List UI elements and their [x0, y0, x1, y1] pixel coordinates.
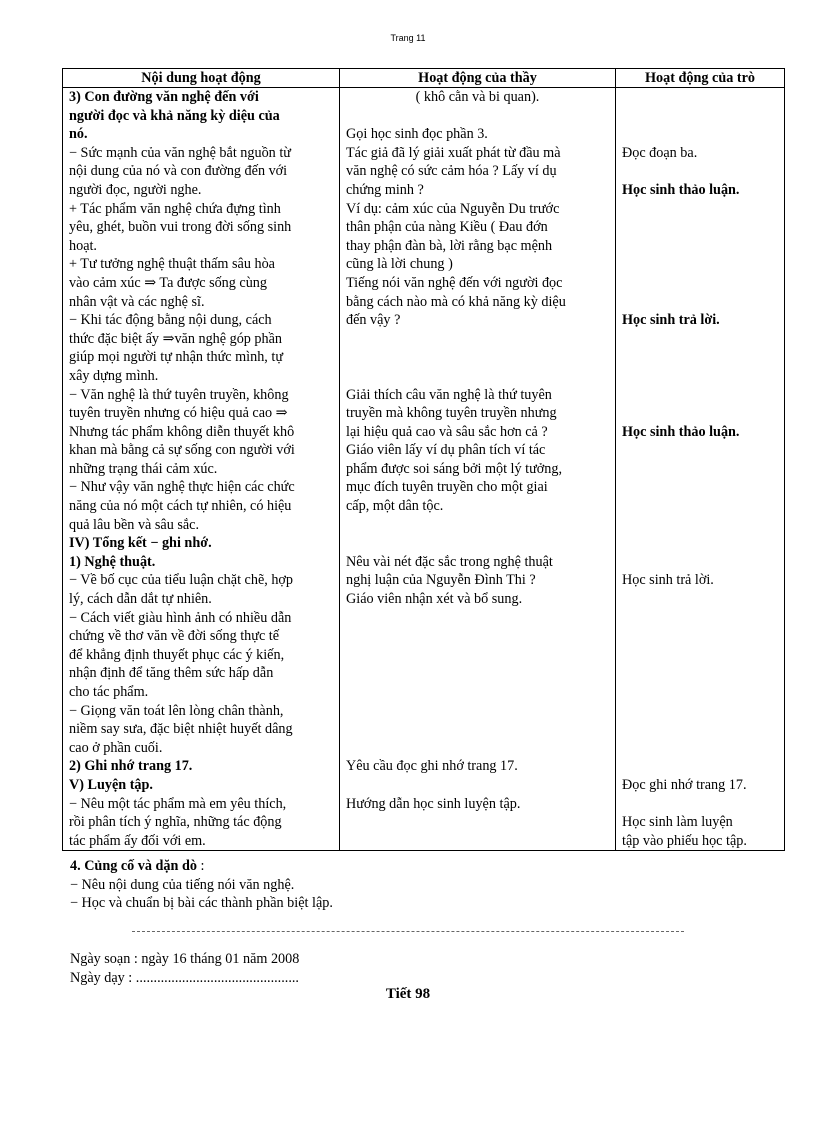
student-line	[622, 88, 778, 107]
content-line: xây dựng mình.	[69, 367, 159, 384]
teacher-line	[346, 534, 609, 553]
teacher-line: văn nghệ có sức cảm hóa ? Lấy ví dụ	[346, 163, 557, 180]
teacher-line: Hướng dẫn học sinh luyện tập.	[346, 795, 521, 812]
teacher-line: Tác giả đã lý giải xuất phát từ đầu mà	[346, 144, 561, 161]
teacher-line	[346, 107, 609, 126]
lesson-number-title: Tiết 98	[385, 986, 431, 1002]
content-line: rồi phân tích ý nghĩa, những tác động	[69, 814, 282, 831]
content-line: năng của nó một cách tự nhiên, có hiệu	[69, 498, 292, 515]
lesson-table	[62, 68, 785, 851]
student-line	[622, 441, 778, 460]
content-line: + Tác phẩm văn nghệ chứa đựng tình	[69, 200, 281, 217]
student-line	[622, 739, 778, 758]
teacher-line: phẩm được soi sáng bởi một lý tưởng,	[346, 460, 563, 477]
teacher-line: Yêu cầu đọc ghi nhớ trang 17.	[346, 758, 518, 775]
teacher-line	[346, 367, 609, 386]
student-line	[622, 553, 778, 572]
content-line: cao ở phần cuối.	[69, 739, 163, 756]
teacher-line	[346, 720, 609, 739]
summary-heading: 4. Củng cố và dặn dò :	[70, 858, 205, 874]
student-line	[622, 255, 778, 274]
content-line: − Văn nghệ là thứ tuyên truyền, không	[69, 386, 289, 403]
content-line: − Cách viết giàu hình ảnh có nhiều dẫn	[69, 609, 292, 626]
student-line	[622, 683, 778, 702]
student-line	[622, 795, 778, 814]
student-line: Đọc ghi nhớ trang 17.	[622, 776, 747, 793]
content-line: Nhưng tác phẩm không diễn thuyết khô	[69, 423, 295, 440]
student-line: Đọc đoạn ba.	[622, 144, 698, 161]
teacher-line: Giáo viên lấy ví dụ phân tích ví tác	[346, 442, 546, 459]
teacher-line	[346, 348, 609, 367]
student-line	[622, 348, 778, 367]
prep-date: Ngày soạn : ngày 16 tháng 01 năm 2008	[70, 951, 300, 967]
teacher-line	[346, 627, 609, 646]
content-line: + Tư tưởng nghệ thuật thấm sâu hòa	[69, 256, 275, 273]
content-line: yêu, ghét, buồn vui trong đời sống sinh	[69, 219, 292, 236]
content-line: hoạt.	[69, 237, 97, 254]
teacher-line: chứng minh ?	[346, 181, 424, 198]
student-line	[622, 478, 778, 497]
teacher-line	[346, 646, 609, 665]
content-line: niềm say sưa, đặc biệt nhiệt huyết dâng	[69, 721, 293, 738]
content-line: − Như vậy văn nghệ thực hiện các chức	[69, 479, 295, 496]
content-line: − Nêu một tác phẩm mà em yêu thích,	[69, 795, 287, 812]
teacher-line: đến vậy ?	[346, 312, 401, 329]
content-line: lý, cách dẫn dắt tự nhiên.	[69, 591, 212, 608]
student-line: Học sinh trả lời.	[622, 312, 720, 329]
student-line	[622, 330, 778, 349]
student-line: Học sinh trả lời.	[622, 572, 714, 589]
teacher-line: thân phận của nàng Kiều ( Đau đớn	[346, 219, 548, 236]
teacher-line	[346, 516, 609, 535]
summary-section	[70, 857, 790, 913]
content-line: nhân vật và các nghệ sĩ.	[69, 293, 205, 310]
next-lesson-info	[70, 950, 790, 987]
teacher-line: Giáo viên nhận xét và bổ sung.	[346, 591, 523, 608]
teacher-line: ( khô cằn và bi quan).	[415, 89, 540, 105]
separator-line	[132, 931, 684, 932]
content-line: − Khi tác động bằng nội dung, cách	[69, 312, 272, 329]
teacher-line	[346, 683, 609, 702]
teacher-line: Ví dụ: cảm xúc của Nguyễn Du trước	[346, 200, 560, 217]
content-line: nội dung của nó và con đường đến với	[69, 163, 288, 180]
content-line: thức đặc biệt ấy ⇒văn nghệ góp phần	[69, 330, 283, 347]
student-line	[622, 404, 778, 423]
student-line	[622, 237, 778, 256]
teacher-line	[346, 739, 609, 758]
content-line: nhận định để tăng thêm sức hấp dẫn	[69, 665, 274, 682]
student-line	[622, 702, 778, 721]
header-content: Nội dung hoạt động	[63, 69, 340, 88]
content-line: giúp mọi người tự nhận thức mình, tự	[69, 349, 284, 366]
teacher-line: Gọi học sinh đọc phần 3.	[346, 126, 488, 143]
header-teacher: Hoạt động của thầy	[340, 69, 616, 88]
teacher-line	[346, 664, 609, 683]
student-line	[622, 107, 778, 126]
summary-line: − Nêu nội dung của tiếng nói văn nghệ.	[70, 876, 295, 893]
teacher-line: Tiếng nói văn nghệ đến với người đọc	[346, 274, 563, 291]
student-line	[622, 367, 778, 386]
content-line: những trạng thái cảm xúc.	[69, 460, 218, 477]
student-line: Học sinh thảo luận.	[622, 423, 740, 440]
teacher-line	[346, 702, 609, 721]
student-line	[622, 534, 778, 553]
content-line: người đọc và khả năng kỳ diệu của	[69, 107, 280, 124]
student-line	[622, 646, 778, 665]
student-line	[622, 497, 778, 516]
teacher-line: cũng là lời chung )	[346, 256, 453, 273]
student-line: Học sinh thảo luận.	[622, 181, 740, 198]
content-line: − Về bố cục của tiểu luận chặt chẽ, hợp	[69, 572, 294, 589]
content-line: nó.	[69, 126, 88, 143]
student-line	[622, 609, 778, 628]
content-line: khan mà bằng cả sự sống con người với	[69, 442, 295, 459]
content-line: tuyên truyền nhưng có hiệu quả cao ⇒	[69, 405, 288, 422]
table-row	[63, 88, 785, 851]
content-line: IV) Tổng kết − ghi nhớ.	[69, 535, 212, 552]
content-line: cho tác phẩm.	[69, 684, 149, 700]
teacher-line: thay phận đàn bà, lời rằng bạc mệnh	[346, 237, 553, 254]
content-line: vào cảm xúc ⇒ Ta được sống cùng	[69, 274, 267, 291]
teacher-column	[340, 88, 616, 851]
teacher-line	[346, 776, 609, 795]
student-line	[622, 664, 778, 683]
student-line	[622, 627, 778, 646]
student-line	[622, 293, 778, 312]
student-line	[622, 720, 778, 739]
student-line	[622, 757, 778, 776]
student-line	[622, 590, 778, 609]
content-line: − Sức mạnh của văn nghệ bắt nguồn từ	[69, 144, 291, 161]
teacher-line: Giải thích câu văn nghệ là thứ tuyên	[346, 386, 552, 403]
teacher-line: bằng cách nào mà có khả năng kỳ diệu	[346, 293, 566, 310]
content-line: V) Luyện tập.	[69, 776, 153, 793]
content-line: − Giọng văn toát lên lòng chân thành,	[69, 702, 284, 719]
student-line	[622, 162, 778, 181]
student-line	[622, 386, 778, 405]
teacher-line: Nêu vài nét đặc sắc trong nghệ thuật	[346, 553, 553, 570]
page-number: Trang 11	[390, 33, 426, 43]
content-line: để khẳng định thuyết phục các ý kiến,	[69, 646, 285, 663]
teacher-line: truyền mà không tuyên truyền nhưng	[346, 405, 557, 422]
content-line: 1) Nghệ thuật.	[69, 553, 156, 570]
content-line: chứng về thơ văn về đời sống thực tế	[69, 628, 280, 645]
content-line: quả lâu bền và sâu sắc.	[69, 516, 200, 533]
student-line: tập vào phiếu học tập.	[622, 832, 747, 849]
teacher-line	[346, 609, 609, 628]
teacher-line	[346, 330, 609, 349]
teacher-line: cấp, một dân tộc.	[346, 498, 444, 515]
student-line	[622, 460, 778, 479]
content-column	[63, 88, 340, 851]
content-line: 2) Ghi nhớ trang 17.	[69, 758, 193, 775]
teacher-line: lại hiệu quả cao và sâu sắc hơn cả ?	[346, 423, 548, 440]
teacher-line: mục đích tuyên truyền cho một giai	[346, 479, 548, 496]
teach-date: Ngày dạy : ..............................................	[70, 969, 299, 986]
table-header-row	[63, 69, 785, 88]
student-column	[616, 88, 785, 851]
header-student: Hoạt động của trò	[616, 69, 785, 88]
content-line: tác phẩm ấy đối với em.	[69, 832, 206, 849]
content-line: người đọc, người nghe.	[69, 181, 202, 198]
student-line	[622, 125, 778, 144]
student-line	[622, 274, 778, 293]
student-line: Học sinh làm luyện	[622, 814, 733, 831]
summary-line: − Học và chuẩn bị bài các thành phần biệt lập.	[70, 895, 333, 912]
content-line: 3) Con đường văn nghệ đến với	[69, 89, 259, 105]
teacher-line: nghị luận của Nguyễn Đình Thi ?	[346, 572, 536, 589]
student-line	[622, 200, 778, 219]
student-line	[622, 516, 778, 535]
student-line	[622, 218, 778, 237]
